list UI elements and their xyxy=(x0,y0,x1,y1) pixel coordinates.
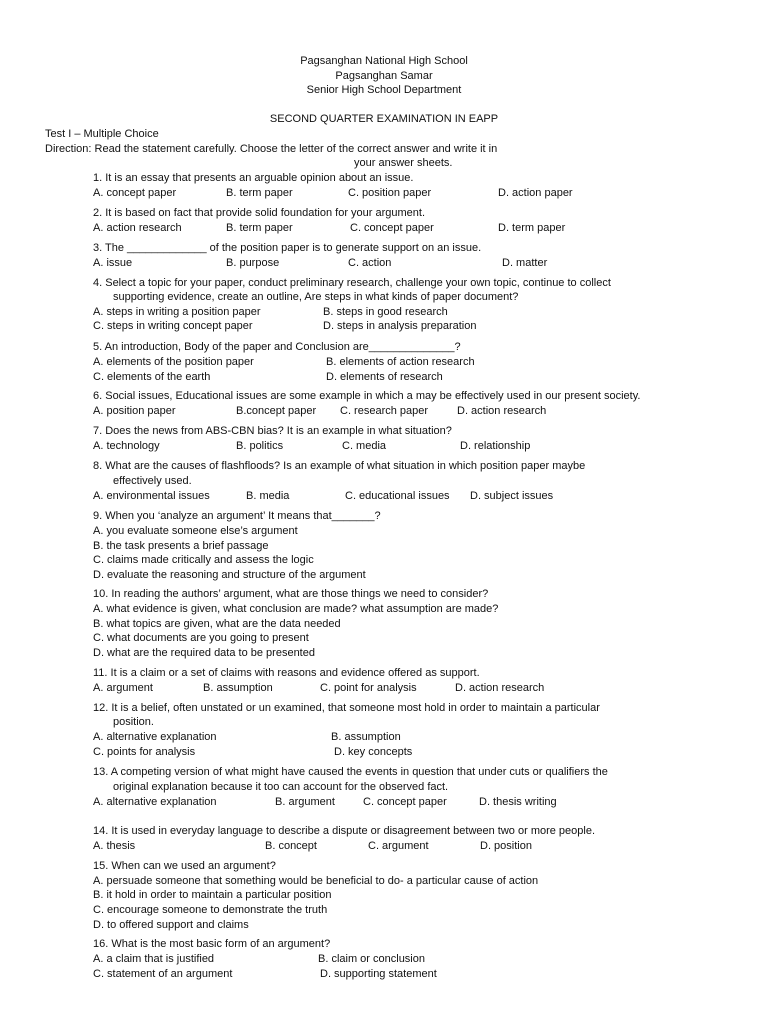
q7-option-b: B. politics xyxy=(236,440,284,452)
question-13: 13. A competing version of what might have caused the events in question that under cuts or qualifiers the xyxy=(93,766,608,778)
q5-option-a: A. elements of the position paper xyxy=(93,356,254,368)
q8-option-b: B. media xyxy=(246,490,290,502)
q9-option-c: C. claims made critically and assess the logic xyxy=(93,554,314,566)
q5-option-c: C. elements of the earth xyxy=(93,371,211,383)
q9-option-b: B. the task presents a brief passage xyxy=(93,540,269,552)
q10-option-b: B. what topics are given, what are the data needed xyxy=(93,618,341,630)
q14-option-a: A. thesis xyxy=(93,840,136,852)
q14-option-d: D. position xyxy=(480,840,532,852)
q13-option-a: A. alternative explanation xyxy=(93,796,217,808)
q8-option-d: D. subject issues xyxy=(470,490,554,502)
q13-option-c: C. concept paper xyxy=(363,796,447,808)
q11-option-b: B. assumption xyxy=(203,682,273,694)
exam-title: SECOND QUARTER EXAMINATION IN EAPP xyxy=(269,113,499,125)
q6-option-d: D. action research xyxy=(457,405,547,417)
q15-option-b: B. it hold in order to maintain a particular position xyxy=(93,889,332,901)
q14-option-b: B. concept xyxy=(265,840,317,852)
q15-option-c: C. encourage someone to demonstrate the truth xyxy=(93,904,328,916)
q4-option-a: A. steps in writing a position paper xyxy=(93,306,261,318)
q12-option-c: C. points for analysis xyxy=(93,746,196,758)
question-2: 2. It is based on fact that provide solid foundation for your argument. xyxy=(93,207,426,219)
question-4-cont: supporting evidence, create an outline, Are steps in what kinds of paper document? xyxy=(113,291,519,303)
q2-option-c: C. concept paper xyxy=(350,222,434,234)
q1-option-d: D. action paper xyxy=(498,187,573,199)
q1-option-a: A. concept paper xyxy=(93,187,177,199)
q5-option-b: B. elements of action research xyxy=(326,356,475,368)
q6-option-a: A. position paper xyxy=(93,405,176,417)
question-7: 7. Does the news from ABS-CBN bias? It is an example in what situation? xyxy=(93,425,452,437)
question-14: 14. It is used in everyday language to describe a dispute or disagreement between two or more people. xyxy=(93,825,596,837)
q3-option-b: B. purpose xyxy=(226,257,280,269)
q1-option-c: C. position paper xyxy=(348,187,432,199)
q12-option-a: A. alternative explanation xyxy=(93,731,217,743)
q11-option-c: C. point for analysis xyxy=(320,682,417,694)
q1-option-b: B. term paper xyxy=(226,187,293,199)
q7-option-a: A. technology xyxy=(93,440,160,452)
q3-option-c: C. action xyxy=(348,257,392,269)
q15-option-a: A. persuade someone that something would be beneficial to do- a particular cause of action xyxy=(93,875,539,887)
q16-option-d: D. supporting statement xyxy=(320,968,437,980)
q6-option-c: C. research paper xyxy=(340,405,429,417)
q15-option-d: D. to offered support and claims xyxy=(93,919,249,931)
question-3: 3. The _____________ of the position paper is to generate support on an issue. xyxy=(93,242,482,254)
question-10: 10. In reading the authors’ argument, what are those things we need to consider? xyxy=(93,588,489,600)
q3-option-d: D. matter xyxy=(502,257,548,269)
department: Senior High School Department xyxy=(306,84,462,96)
q4-option-b: B. steps in good research xyxy=(323,306,448,318)
question-15: 15. When can we used an argument? xyxy=(93,860,276,872)
q11-option-a: A. argument xyxy=(93,682,153,694)
q8-option-a: A. environmental issues xyxy=(93,490,210,502)
question-5: 5. An introduction, Body of the paper and Conclusion are______________? xyxy=(93,341,461,353)
q3-option-a: A. issue xyxy=(93,257,133,269)
q16-option-c: C. statement of an argument xyxy=(93,968,233,980)
q10-option-c: C. what documents are you going to present xyxy=(93,632,309,644)
q14-option-c: C. argument xyxy=(368,840,429,852)
q9-option-d: D. evaluate the reasoning and structure of the argument xyxy=(93,569,366,581)
q7-option-c: C. media xyxy=(342,440,387,452)
q11-option-d: D. action research xyxy=(455,682,545,694)
q10-option-a: A. what evidence is given, what conclusion are made? what assumption are made? xyxy=(93,603,499,615)
school-name: Pagsanghan National High School xyxy=(300,55,468,67)
q2-option-d: D. term paper xyxy=(498,222,566,234)
direction-line-2: your answer sheets. xyxy=(354,157,453,169)
q2-option-a: A. action research xyxy=(93,222,182,234)
q16-option-a: A. a claim that is justified xyxy=(93,953,215,965)
q16-option-b: B. claim or conclusion xyxy=(318,953,425,965)
q2-option-b: B. term paper xyxy=(226,222,293,234)
q12-option-d: D. key concepts xyxy=(334,746,413,758)
question-11: 11. It is a claim or a set of claims with reasons and evidence offered as support. xyxy=(93,667,480,679)
question-16: 16. What is the most basic form of an argument? xyxy=(93,938,331,950)
question-13-cont: original explanation because it too can account for the observed fact. xyxy=(113,781,449,793)
direction-line-1: Direction: Read the statement carefully. Choose the letter of the correct answer and write it in xyxy=(45,143,498,155)
q13-option-b: B. argument xyxy=(275,796,335,808)
question-9: 9. When you ‘analyze an argument’ It means that_______? xyxy=(93,510,381,522)
q13-option-d: D. thesis writing xyxy=(479,796,557,808)
q9-option-a: A. you evaluate someone else’s argument xyxy=(93,525,298,537)
question-8-cont: effectively used. xyxy=(113,475,192,487)
q4-option-c: C. steps in writing concept paper xyxy=(93,320,253,332)
test-label: Test I – Multiple Choice xyxy=(45,128,159,140)
question-12: 12. It is a belief, often unstated or un examined, that someone most hold in order to maintain a particular xyxy=(93,702,600,714)
question-8: 8. What are the causes of flashfloods? Is an example of what situation in which position paper maybe xyxy=(93,460,586,472)
question-1: 1. It is an essay that presents an arguable opinion about an issue. xyxy=(93,172,414,184)
q7-option-d: D. relationship xyxy=(460,440,531,452)
q8-option-c: C. educational issues xyxy=(345,490,450,502)
question-4: 4. Select a topic for your paper, conduct preliminary research, challenge your own topic, continue to collect xyxy=(93,277,611,289)
q5-option-d: D. elements of research xyxy=(326,371,443,383)
q6-option-b: B.concept paper xyxy=(236,405,317,417)
q12-option-b: B. assumption xyxy=(331,731,401,743)
q10-option-d: D. what are the required data to be presented xyxy=(93,647,315,659)
school-location: Pagsanghan Samar xyxy=(335,70,433,82)
q4-option-d: D. steps in analysis preparation xyxy=(323,320,477,332)
question-12-cont: position. xyxy=(113,716,154,728)
question-6: 6. Social issues, Educational issues are some example in which a may be effectively used in our present society. xyxy=(93,390,641,402)
